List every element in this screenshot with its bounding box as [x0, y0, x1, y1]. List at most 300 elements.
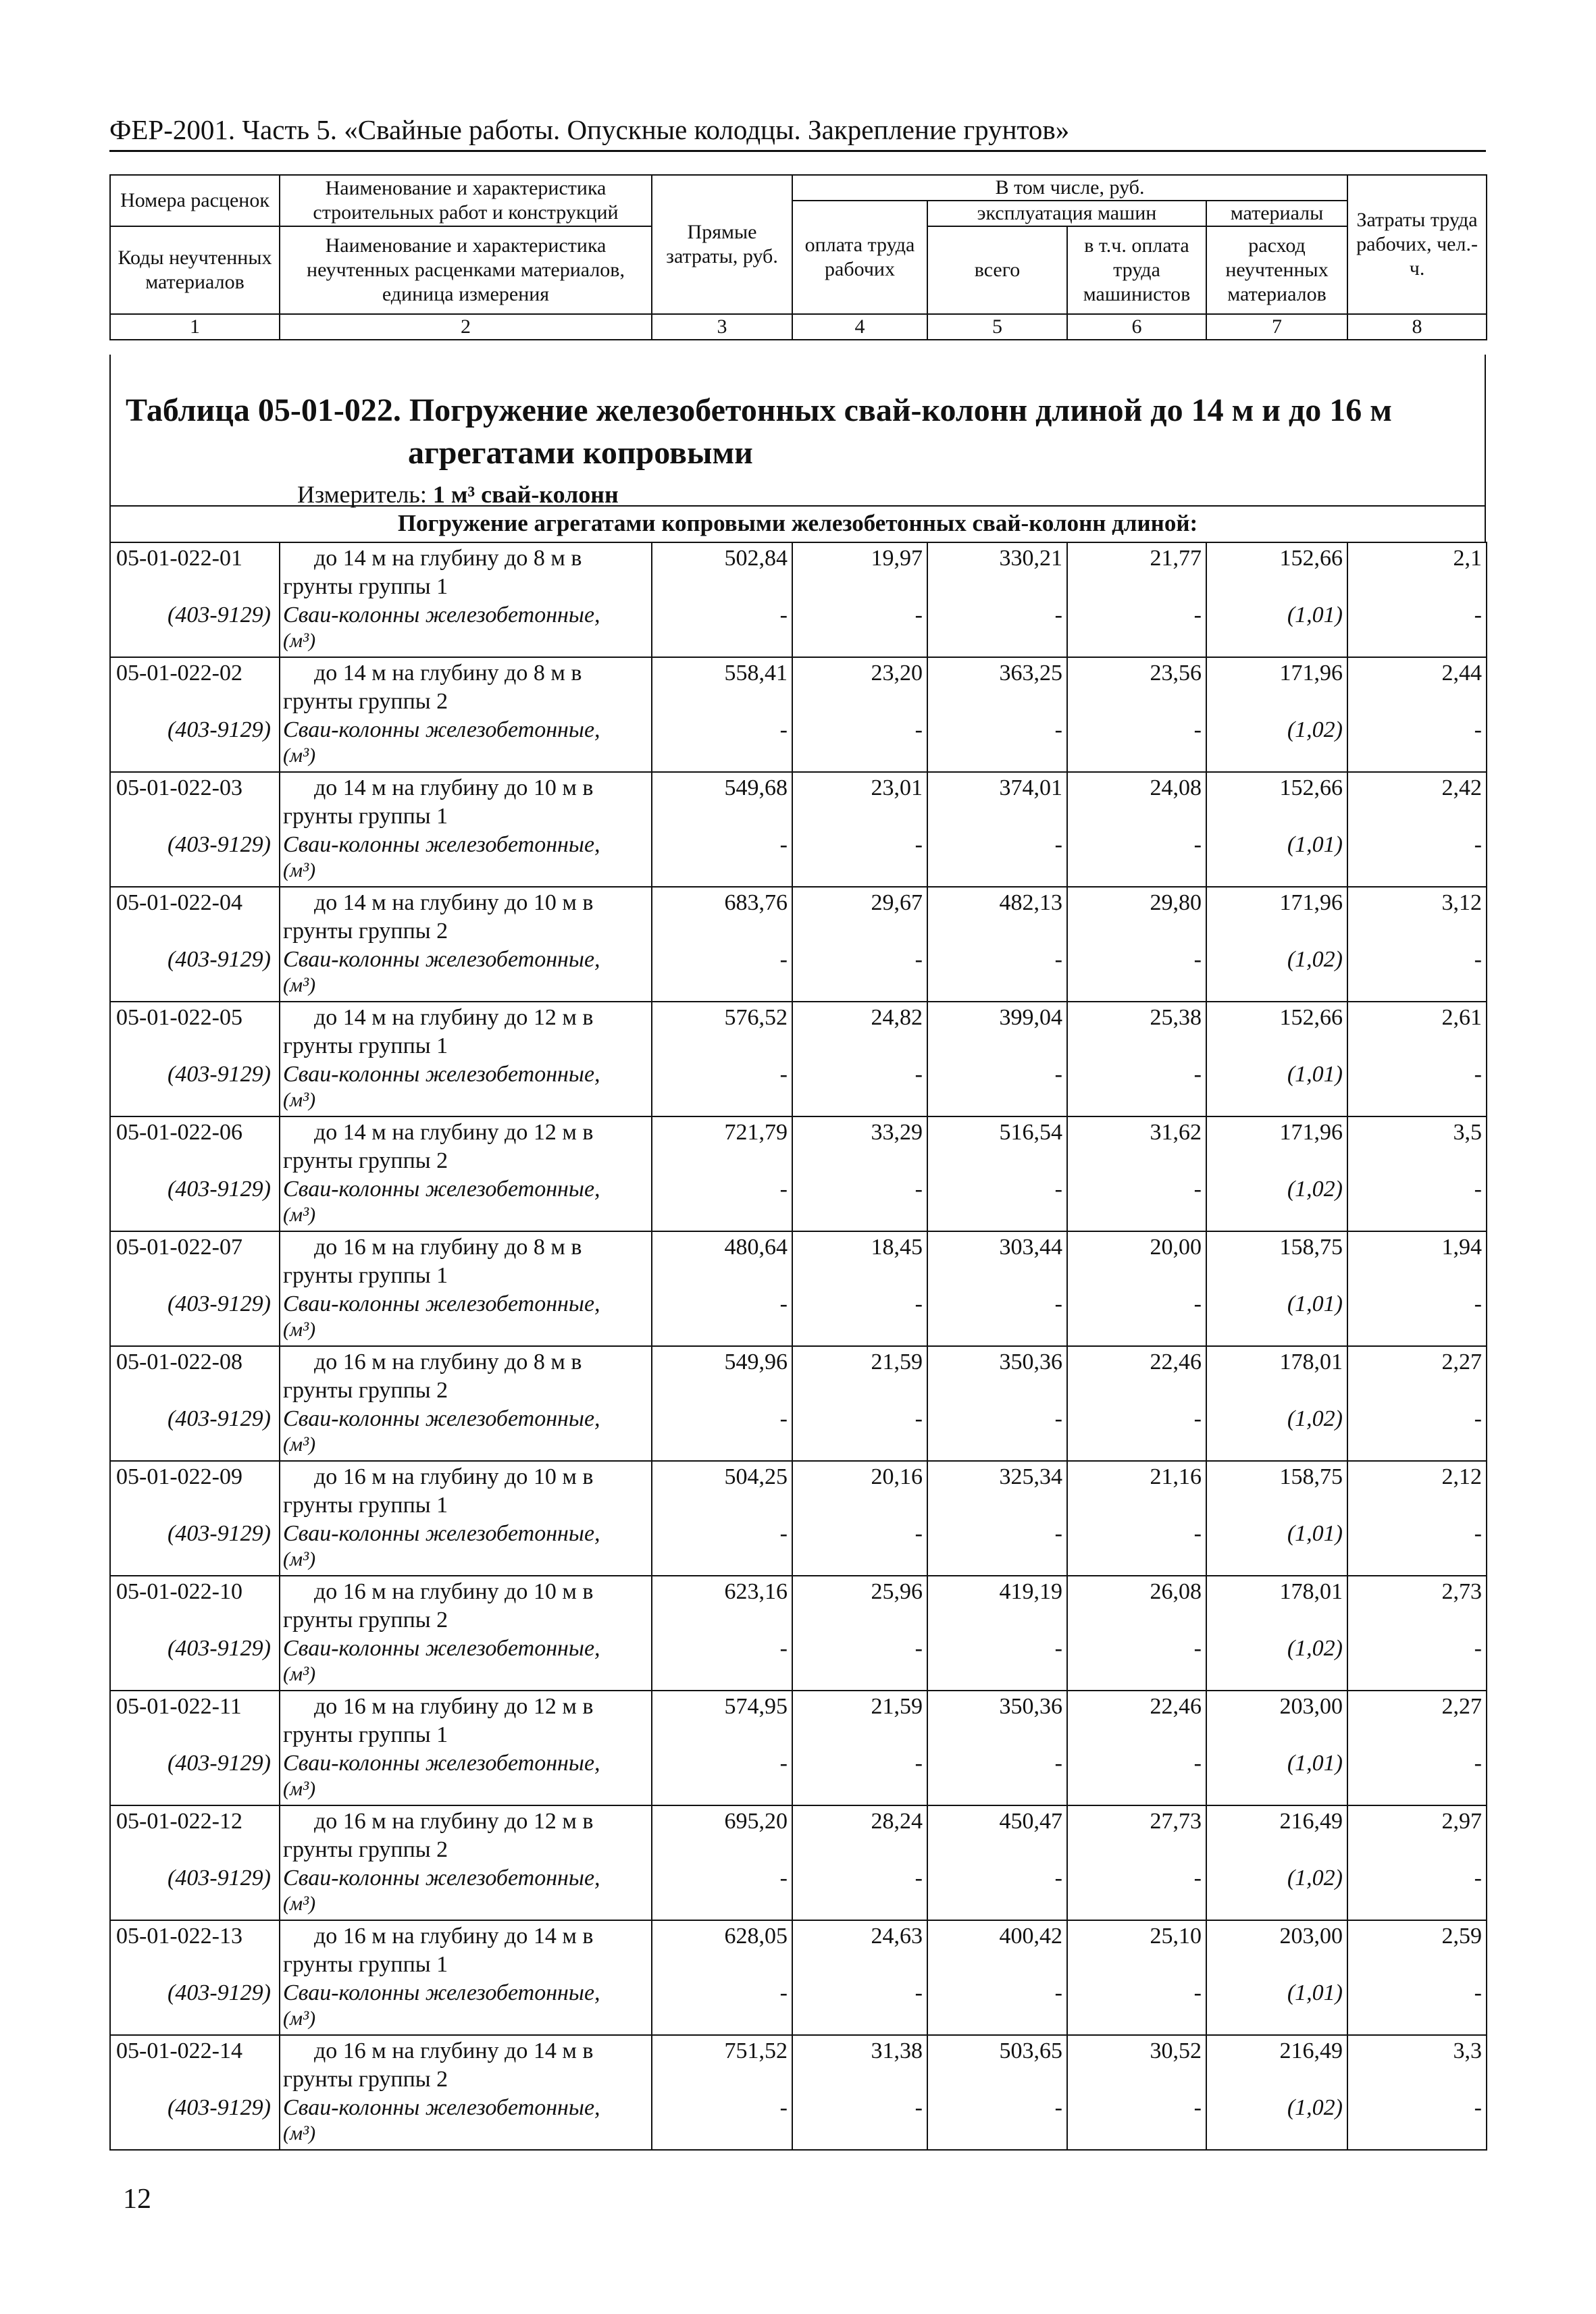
- materials-cell: [1206, 1116, 1347, 1231]
- material-quantity: (1,01): [1287, 1062, 1343, 1087]
- work-description: до 16 м на глубину до 10 м в: [314, 1464, 594, 1489]
- material-name: Сваи-колонны железобетонные,: [283, 947, 600, 972]
- machinist-pay-cell: [1067, 1346, 1206, 1461]
- rate-code-cell: [110, 1691, 280, 1805]
- dash-value: -: [1054, 1636, 1062, 1661]
- material-quantity: (1,02): [1287, 717, 1343, 742]
- material-unit: (м³): [283, 1089, 316, 1111]
- dash-value: -: [1474, 1751, 1482, 1776]
- material-code: (403-9129): [168, 1980, 271, 2005]
- materials-cost: 178,01: [1279, 1579, 1343, 1604]
- material-quantity: (1,01): [1287, 602, 1343, 627]
- direct-cost: 721,79: [724, 1120, 788, 1145]
- work-description-continued: грунты группы 2: [283, 1148, 448, 1173]
- labor-pay: 23,20: [871, 661, 923, 686]
- dash-value: -: [779, 1291, 788, 1316]
- machinist-pay: 23,56: [1150, 661, 1202, 686]
- direct-cost: 576,52: [724, 1005, 788, 1030]
- rate-code-cell: [110, 657, 280, 772]
- labor-hours: 3,12: [1441, 890, 1482, 915]
- table-row: [110, 887, 1487, 1002]
- materials-cost: 203,00: [1279, 1924, 1343, 1949]
- labor-hours: 2,97: [1441, 1809, 1482, 1834]
- material-code: (403-9129): [168, 1521, 271, 1546]
- rate-code-cell: [110, 887, 280, 1002]
- work-description-continued: грунты группы 2: [283, 1378, 448, 1403]
- work-description: до 16 м на глубину до 14 м в: [314, 1924, 594, 1949]
- material-quantity: (1,01): [1287, 1521, 1343, 1546]
- dash-value: -: [779, 1406, 788, 1431]
- direct-cost-cell: [652, 1691, 792, 1805]
- labor-pay: 33,29: [871, 1120, 923, 1145]
- col-number: 3: [652, 314, 792, 340]
- machines-total-cell: [927, 1461, 1067, 1576]
- machinist-pay: 22,46: [1150, 1694, 1202, 1719]
- rate-code: 05-01-022-08: [116, 1349, 242, 1374]
- direct-cost: 695,20: [724, 1809, 788, 1834]
- labor-hours: 3,5: [1453, 1120, 1482, 1145]
- direct-cost: 549,68: [724, 775, 788, 800]
- material-code: (403-9129): [168, 1636, 271, 1661]
- dash-value: -: [1193, 1291, 1202, 1316]
- work-description-continued: грунты группы 1: [283, 1493, 448, 1518]
- labor-hours-cell: [1347, 1002, 1487, 1116]
- machinist-pay-cell: [1067, 1002, 1206, 1116]
- dash-value: -: [1474, 1521, 1482, 1546]
- labor-pay: 31,38: [871, 2038, 923, 2063]
- materials-cell: [1206, 772, 1347, 887]
- meter-label: Измеритель:: [297, 481, 427, 508]
- dash-value: -: [1474, 717, 1482, 742]
- work-description-continued: грунты группы 1: [283, 1263, 448, 1288]
- material-name: Сваи-колонны железобетонные,: [283, 1751, 600, 1776]
- dash-value: -: [1193, 947, 1202, 972]
- material-name: Сваи-колонны железобетонные,: [283, 2095, 600, 2120]
- machines-total: 350,36: [999, 1694, 1062, 1719]
- dash-value: -: [1193, 1177, 1202, 1202]
- direct-cost: 751,52: [724, 2038, 788, 2063]
- rate-code-cell: [110, 1461, 280, 1576]
- description-cell: [280, 1576, 652, 1691]
- work-description: до 14 м на глубину до 10 м в: [314, 890, 594, 915]
- machines-total-cell: [927, 772, 1067, 887]
- material-name: Сваи-колонны железобетонные,: [283, 1177, 600, 1202]
- work-description: до 14 м на глубину до 8 м в: [314, 661, 582, 686]
- machines-total-cell: [927, 1116, 1067, 1231]
- labor-pay: 28,24: [871, 1809, 923, 1834]
- work-description-continued: грунты группы 1: [283, 1722, 448, 1747]
- dash-value: -: [915, 1062, 923, 1087]
- dash-value: -: [1474, 2095, 1482, 2120]
- dash-value: -: [915, 1751, 923, 1776]
- material-name: Сваи-колонны железобетонные,: [283, 1980, 600, 2005]
- rate-code: 05-01-022-13: [116, 1924, 242, 1949]
- labor-pay-cell: [792, 1691, 927, 1805]
- machinist-pay: 22,46: [1150, 1349, 1202, 1374]
- description-cell: [280, 887, 652, 1002]
- machinist-pay: 26,08: [1150, 1579, 1202, 1604]
- material-name: Сваи-колонны железобетонные,: [283, 1062, 600, 1087]
- col-labor-pay-header: оплата труда рабочих: [792, 201, 927, 314]
- material-code: (403-9129): [168, 947, 271, 972]
- rate-code: 05-01-022-06: [116, 1120, 242, 1145]
- material-quantity: (1,01): [1287, 1980, 1343, 2005]
- material-code: (403-9129): [168, 1751, 271, 1776]
- work-description-continued: грунты группы 2: [283, 1608, 448, 1632]
- direct-cost-cell: [652, 1461, 792, 1576]
- col-rate-number-header: Номера расценок: [110, 175, 280, 226]
- direct-cost: 623,16: [724, 1579, 788, 1604]
- labor-hours: 2,61: [1441, 1005, 1482, 1030]
- rate-code-cell: [110, 2035, 280, 2150]
- dash-value: -: [1474, 1291, 1482, 1316]
- machinist-pay: 21,77: [1150, 546, 1202, 571]
- material-quantity: (1,01): [1287, 1291, 1343, 1316]
- dash-value: -: [1193, 1062, 1202, 1087]
- rate-code: 05-01-022-03: [116, 775, 242, 800]
- material-name: Сваи-колонны железобетонные,: [283, 1866, 600, 1891]
- work-description-continued: грунты группы 2: [283, 919, 448, 944]
- dash-value: -: [779, 602, 788, 627]
- materials-cost: 216,49: [1279, 2038, 1343, 2063]
- machines-total-cell: [927, 657, 1067, 772]
- dash-value: -: [779, 1062, 788, 1087]
- labor-hours-cell: [1347, 1231, 1487, 1346]
- machines-total-cell: [927, 1920, 1067, 2035]
- materials-cost: 216,49: [1279, 1809, 1343, 1834]
- materials-cost: 158,75: [1279, 1235, 1343, 1260]
- machines-total-cell: [927, 1805, 1067, 1920]
- material-unit: (м³): [283, 1318, 316, 1341]
- machinist-pay: 21,16: [1150, 1464, 1202, 1489]
- dash-value: -: [1054, 1866, 1062, 1891]
- materials-cost: 152,66: [1279, 775, 1343, 800]
- col-machinist-pay-header: в т.ч. оплата труда машинистов: [1067, 226, 1206, 314]
- machines-total-cell: [927, 1691, 1067, 1805]
- materials-cell: [1206, 1805, 1347, 1920]
- material-name: Сваи-колонны железобетонные,: [283, 832, 600, 857]
- material-unit: (м³): [283, 859, 316, 881]
- description-cell: [280, 1691, 652, 1805]
- direct-cost-cell: [652, 887, 792, 1002]
- labor-hours: 2,12: [1441, 1464, 1482, 1489]
- materials-cost: 171,96: [1279, 890, 1343, 915]
- machinist-pay-cell: [1067, 2035, 1206, 2150]
- work-description: до 14 м на глубину до 8 м в: [314, 546, 582, 571]
- material-unit: (м³): [283, 744, 316, 767]
- rate-code: 05-01-022-04: [116, 890, 242, 915]
- work-description-continued: грунты группы 1: [283, 804, 448, 829]
- labor-hours-cell: [1347, 1346, 1487, 1461]
- dash-value: -: [1474, 947, 1482, 972]
- dash-value: -: [915, 602, 923, 627]
- machines-total: 303,44: [999, 1235, 1062, 1260]
- direct-cost: 504,25: [724, 1464, 788, 1489]
- direct-cost-cell: [652, 657, 792, 772]
- labor-hours: 3,3: [1453, 2038, 1482, 2063]
- dash-value: -: [1474, 1636, 1482, 1661]
- col-number: 6: [1067, 314, 1206, 340]
- labor-pay-cell: [792, 1231, 927, 1346]
- col-group-header: В том числе, руб.: [792, 175, 1347, 201]
- labor-hours: 2,27: [1441, 1349, 1482, 1374]
- description-cell: [280, 542, 652, 657]
- labor-pay: 23,01: [871, 775, 923, 800]
- material-code: (403-9129): [168, 1866, 271, 1891]
- col-machines-total-header: всего: [927, 226, 1067, 314]
- dash-value: -: [915, 1406, 923, 1431]
- work-description: до 16 м на глубину до 14 м в: [314, 2038, 594, 2063]
- labor-pay-cell: [792, 1116, 927, 1231]
- col-work-name-header: Наименование и характеристика строительных работ и конструкций: [280, 175, 652, 226]
- machinist-pay-cell: [1067, 1576, 1206, 1691]
- dash-value: -: [779, 1636, 788, 1661]
- material-code: (403-9129): [168, 1291, 271, 1316]
- materials-cell: [1206, 1002, 1347, 1116]
- machinist-pay: 20,00: [1150, 1235, 1202, 1260]
- col-material-usage-header: расход неучтенных материалов: [1206, 226, 1347, 314]
- dash-value: -: [1054, 2095, 1062, 2120]
- col-number: 5: [927, 314, 1067, 340]
- dash-value: -: [1474, 1177, 1482, 1202]
- direct-cost-cell: [652, 1231, 792, 1346]
- table-row: [110, 1231, 1487, 1346]
- material-unit: (м³): [283, 1204, 316, 1226]
- dash-value: -: [779, 1177, 788, 1202]
- dash-value: -: [1193, 1636, 1202, 1661]
- rate-code: 05-01-022-12: [116, 1809, 242, 1834]
- labor-hours-cell: [1347, 2035, 1487, 2150]
- machines-total: 503,65: [999, 2038, 1062, 2063]
- table-row: [110, 772, 1487, 887]
- materials-cell: [1206, 1920, 1347, 2035]
- rates-table: [109, 542, 1487, 2151]
- materials-cell: [1206, 1461, 1347, 1576]
- materials-cell: [1206, 1576, 1347, 1691]
- machines-total: 350,36: [999, 1349, 1062, 1374]
- material-name: Сваи-колонны железобетонные,: [283, 717, 600, 742]
- material-quantity: (1,02): [1287, 1636, 1343, 1661]
- dash-value: -: [915, 1291, 923, 1316]
- dash-value: -: [915, 832, 923, 857]
- materials-cell: [1206, 1346, 1347, 1461]
- material-code: (403-9129): [168, 1062, 271, 1087]
- material-quantity: (1,02): [1287, 947, 1343, 972]
- dash-value: -: [1193, 1751, 1202, 1776]
- col-labor-hours-header: Затраты труда рабочих, чел.-ч.: [1347, 175, 1487, 314]
- description-cell: [280, 1346, 652, 1461]
- direct-cost-cell: [652, 542, 792, 657]
- machines-total: 516,54: [999, 1120, 1062, 1145]
- direct-cost: 683,76: [724, 890, 788, 915]
- dash-value: -: [1474, 832, 1482, 857]
- material-name: Сваи-колонны железобетонные,: [283, 1406, 600, 1431]
- machines-total: 363,25: [999, 661, 1062, 686]
- materials-cost: 171,96: [1279, 661, 1343, 686]
- work-description-continued: грунты группы 2: [283, 1837, 448, 1862]
- machinist-pay-cell: [1067, 1461, 1206, 1576]
- description-cell: [280, 1231, 652, 1346]
- description-cell: [280, 2035, 652, 2150]
- machinist-pay-cell: [1067, 1691, 1206, 1805]
- materials-cost: 152,66: [1279, 1005, 1343, 1030]
- material-name: Сваи-колонны железобетонные,: [283, 1636, 600, 1661]
- dash-value: -: [1193, 2095, 1202, 2120]
- machines-total-cell: [927, 542, 1067, 657]
- labor-pay-cell: [792, 1002, 927, 1116]
- table-title: Таблица 05-01-022. Погружение железобетонных свай-колонн длиной до 14 м и до 16 м: [126, 392, 1392, 428]
- machinist-pay: 31,62: [1150, 1120, 1202, 1145]
- dash-value: -: [779, 1866, 788, 1891]
- materials-cell: [1206, 2035, 1347, 2150]
- meter-value: 1 м³ свай-колонн: [432, 481, 619, 508]
- work-description: до 14 м на глубину до 10 м в: [314, 775, 594, 800]
- machinist-pay: 25,10: [1150, 1924, 1202, 1949]
- material-unit: (м³): [283, 2007, 316, 2030]
- table-row: [110, 1920, 1487, 2035]
- work-description: до 16 м на глубину до 12 м в: [314, 1809, 594, 1834]
- dash-value: -: [1054, 1521, 1062, 1546]
- table-row: [110, 657, 1487, 772]
- machines-total-cell: [927, 1346, 1067, 1461]
- dash-value: -: [1054, 1751, 1062, 1776]
- material-unit: (м³): [283, 1663, 316, 1685]
- dash-value: -: [1054, 1062, 1062, 1087]
- dash-value: -: [1193, 1866, 1202, 1891]
- machines-total-cell: [927, 887, 1067, 1002]
- material-code: (403-9129): [168, 717, 271, 742]
- labor-pay-cell: [792, 1576, 927, 1691]
- table-row: [110, 1002, 1487, 1116]
- dash-value: -: [779, 1980, 788, 2005]
- col-material-codes-header: Коды неучтенных материалов: [110, 226, 280, 314]
- page-header: ФЕР-2001. Часть 5. «Свайные работы. Опускные колодцы. Закрепление грунтов»: [109, 114, 1070, 145]
- table-row: [110, 1805, 1487, 1920]
- dash-value: -: [779, 1751, 788, 1776]
- dash-value: -: [1474, 1866, 1482, 1891]
- col-machines-header: эксплуатация машин: [927, 201, 1206, 226]
- direct-cost: 502,84: [724, 546, 788, 571]
- labor-pay-cell: [792, 1461, 927, 1576]
- machines-total: 400,42: [999, 1924, 1062, 1949]
- labor-hours: 2,42: [1441, 775, 1482, 800]
- direct-cost-cell: [652, 1920, 792, 2035]
- rate-code: 05-01-022-05: [116, 1005, 242, 1030]
- direct-cost: 574,95: [724, 1694, 788, 1719]
- material-unit: (м³): [283, 1778, 316, 1800]
- labor-pay-cell: [792, 1805, 927, 1920]
- col-number: 7: [1206, 314, 1347, 340]
- dash-value: -: [1474, 1406, 1482, 1431]
- materials-cost: 152,66: [1279, 546, 1343, 571]
- labor-hours-cell: [1347, 1805, 1487, 1920]
- materials-cost: 178,01: [1279, 1349, 1343, 1374]
- machinist-pay-cell: [1067, 657, 1206, 772]
- col-direct-cost-header: Прямые затраты, руб.: [652, 175, 792, 314]
- machinist-pay-cell: [1067, 1805, 1206, 1920]
- work-description: до 16 м на глубину до 10 м в: [314, 1579, 594, 1604]
- dash-value: -: [915, 1866, 923, 1891]
- rate-code-cell: [110, 542, 280, 657]
- labor-hours-cell: [1347, 1116, 1487, 1231]
- material-quantity: (1,01): [1287, 1751, 1343, 1776]
- header-rule: [109, 150, 1486, 152]
- machinist-pay-cell: [1067, 1920, 1206, 2035]
- labor-pay: 29,67: [871, 890, 923, 915]
- description-cell: [280, 1805, 652, 1920]
- rate-code-cell: [110, 772, 280, 887]
- description-cell: [280, 1002, 652, 1116]
- labor-hours: 1,94: [1441, 1235, 1482, 1260]
- dash-value: -: [779, 1521, 788, 1546]
- column-header-table: [109, 174, 1487, 340]
- labor-hours: 2,73: [1441, 1579, 1482, 1604]
- table-row: [110, 2035, 1487, 2150]
- dash-value: -: [1054, 1291, 1062, 1316]
- material-code: (403-9129): [168, 2095, 271, 2120]
- labor-hours-cell: [1347, 542, 1487, 657]
- labor-hours-cell: [1347, 1461, 1487, 1576]
- machinist-pay-cell: [1067, 1116, 1206, 1231]
- rate-code: 05-01-022-14: [116, 2038, 242, 2063]
- materials-cost: 171,96: [1279, 1120, 1343, 1145]
- material-unit: (м³): [283, 2122, 316, 2144]
- labor-hours-cell: [1347, 887, 1487, 1002]
- dash-value: -: [915, 1177, 923, 1202]
- dash-value: -: [915, 717, 923, 742]
- machinist-pay: 25,38: [1150, 1005, 1202, 1030]
- materials-cell: [1206, 1231, 1347, 1346]
- work-description: до 16 м на глубину до 12 м в: [314, 1694, 594, 1719]
- labor-pay: 25,96: [871, 1579, 923, 1604]
- rate-code: 05-01-022-07: [116, 1235, 242, 1260]
- dash-value: -: [1474, 1980, 1482, 2005]
- direct-cost: 480,64: [724, 1235, 788, 1260]
- direct-cost-cell: [652, 1805, 792, 1920]
- direct-cost-cell: [652, 772, 792, 887]
- col-number: 8: [1347, 314, 1487, 340]
- labor-pay: 21,59: [871, 1349, 923, 1374]
- machinist-pay: 30,52: [1150, 2038, 1202, 2063]
- direct-cost: 549,96: [724, 1349, 788, 1374]
- direct-cost-cell: [652, 2035, 792, 2150]
- dash-value: -: [1054, 832, 1062, 857]
- table-title-continued: агрегатами копровыми: [408, 435, 753, 471]
- machines-total-cell: [927, 2035, 1067, 2150]
- labor-pay-cell: [792, 657, 927, 772]
- dash-value: -: [1054, 602, 1062, 627]
- material-quantity: (1,01): [1287, 832, 1343, 857]
- rate-code-cell: [110, 1346, 280, 1461]
- machines-total: 419,19: [999, 1579, 1062, 1604]
- labor-pay-cell: [792, 1346, 927, 1461]
- rate-code: 05-01-022-09: [116, 1464, 242, 1489]
- work-description-continued: грунты группы 2: [283, 2067, 448, 2092]
- labor-pay-cell: [792, 772, 927, 887]
- material-code: (403-9129): [168, 1406, 271, 1431]
- material-code: (403-9129): [168, 602, 271, 627]
- rate-code-cell: [110, 1231, 280, 1346]
- machinist-pay: 29,80: [1150, 890, 1202, 915]
- machines-total: 330,21: [999, 546, 1062, 571]
- col-number: 2: [280, 314, 652, 340]
- rate-code-cell: [110, 1116, 280, 1231]
- direct-cost: 558,41: [724, 661, 788, 686]
- description-cell: [280, 1920, 652, 2035]
- col-number: 4: [792, 314, 927, 340]
- labor-pay-cell: [792, 542, 927, 657]
- material-code: (403-9129): [168, 1177, 271, 1202]
